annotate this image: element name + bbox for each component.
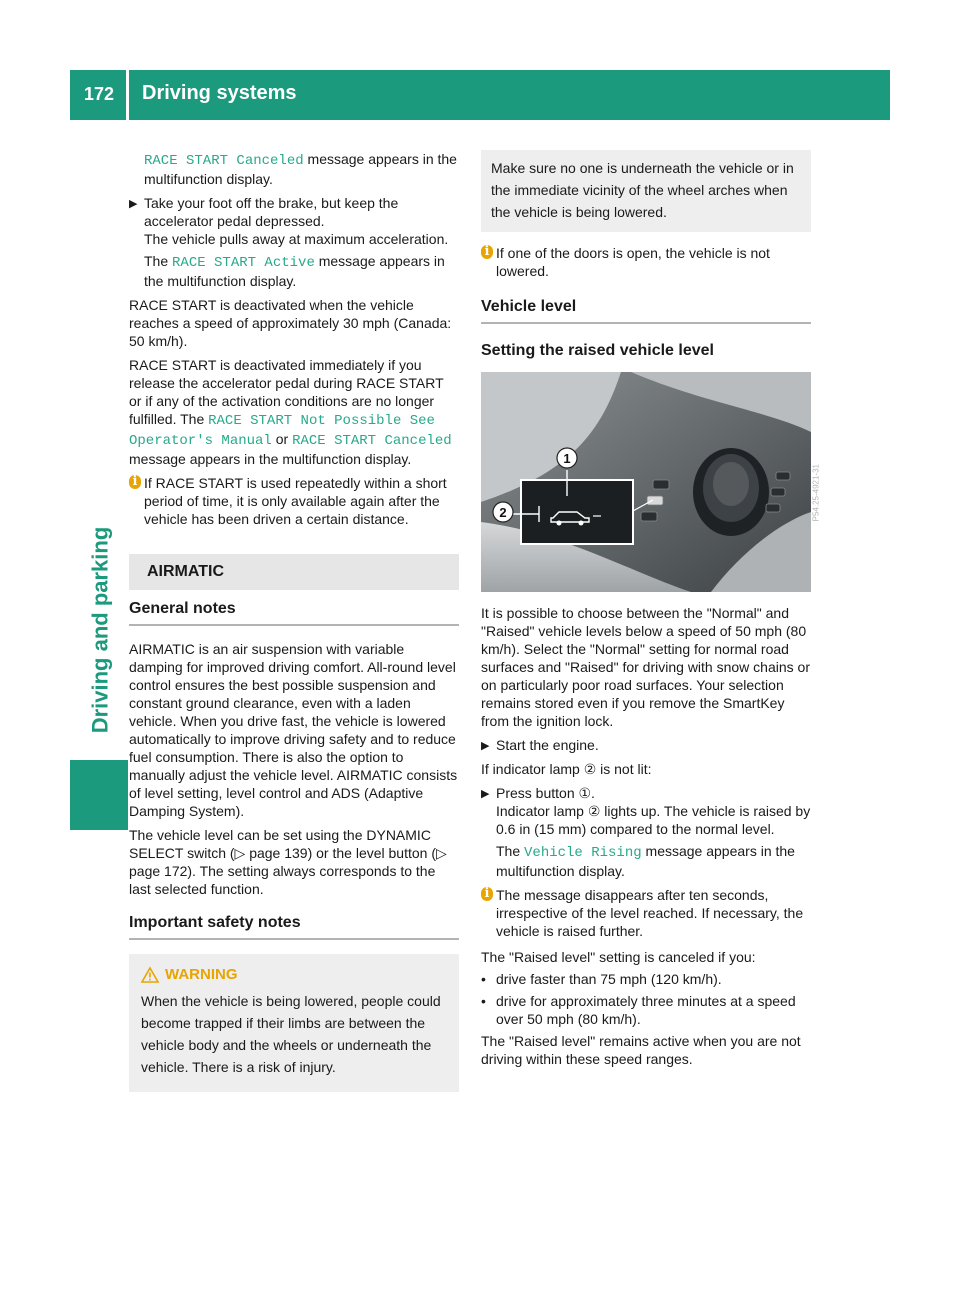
mono-race-start-canceled-2: RACE START Canceled: [292, 433, 452, 449]
level-choice-para: It is possible to choose between the "Normal" and "Raised" vehicle levels below a speed of 50 mph (80 km/h). Select the "Normal" setting for normal road surfaces and "Raised" for driving with snow chains or on particularly poor road surfaces. Your selection remains stored even if you remove the SmartKey from the ignition lock.: [481, 605, 810, 729]
warning-box: [129, 954, 459, 1092]
canceled-intro: The "Raised level" setting is canceled if you:: [481, 949, 756, 965]
step-press-button: [481, 784, 811, 880]
step-subtext-post: message appears in the multifunction display.: [144, 253, 445, 289]
step-text: Start the engine.: [496, 737, 599, 753]
info-message-disappears: [481, 886, 811, 940]
bullet-icon: •: [481, 993, 486, 1009]
warning-text: When the vehicle is being lowered, people could become trapped if their limbs are between the vehicle body and the wheels or underneath the vehicle. There is a risk of injury.: [141, 993, 441, 1075]
center-console-illustration: [481, 372, 811, 592]
info-race-start-repeat: [129, 474, 459, 528]
para-text: message appears in the multifunction display.: [144, 151, 457, 187]
bullet-icon: •: [481, 971, 486, 987]
warning-triangle-icon: [141, 967, 159, 983]
step-text: Take your foot off the brake, but keep the accelerator pedal depressed.: [144, 195, 399, 229]
step-subtext-post: message appears in the multifunction display.: [496, 843, 795, 879]
if-lamp-not-lit: If indicator lamp ② is not lit:: [481, 761, 652, 777]
left-column: [129, 150, 459, 1092]
mono-not-possible: RACE START Not Possible See Operator's Manual: [129, 413, 435, 449]
list-item-text: drive for approximately three minutes at a speed over 50 mph (80 km/h).: [496, 993, 796, 1027]
info-text: If RACE START is used repeatedly within a short period of time, it is only available again after the vehicle has been driven a certain distance.: [144, 475, 447, 527]
deactivation-speed-para: RACE START is deactivated when the vehicle reaches a speed of approximately 30 mph (Canada: 50 km/h).: [129, 297, 452, 349]
side-tab-marker: [70, 760, 128, 830]
step-subtext-message: [496, 842, 811, 880]
step-take-foot-off: [129, 194, 459, 290]
side-tab-text: Driving and parking: [87, 526, 112, 734]
warning-label: WARNING: [165, 966, 238, 983]
figure-callout-2: 2: [499, 505, 507, 520]
step-subtext-pre: The: [144, 253, 173, 269]
step-subtext: Indicator lamp ② lights up. The vehicle is raised by 0.6 in (15 mm) compared to the normal level.: [496, 803, 811, 837]
figure-callout-1: 1: [563, 451, 571, 466]
info-icon: i: [129, 475, 141, 489]
para-pre: RACE START is deactivated immediately if you release the accelerator pedal during RACE START or if any of the activation conditions are no longer fulfilled. The: [129, 357, 444, 427]
info-text: If one of the doors is open, the vehicle is not lowered.: [496, 245, 770, 279]
figure-code: P54.25-4921-31: [811, 464, 820, 522]
general-notes-heading: General notes: [129, 600, 459, 626]
step-arrow-icon: ▶: [481, 788, 490, 800]
mono-vehicle-rising: Vehicle Rising: [524, 845, 642, 861]
level-button-figure: [481, 372, 820, 592]
info-text: The message disappears after ten seconds, irrespective of the level reached. If necessary, the vehicle is raised further.: [496, 887, 804, 939]
warning-header: [141, 964, 447, 986]
step-text: Press button ①.: [496, 785, 595, 801]
para-mid: or: [271, 431, 293, 447]
para-post: message appears in the multifunction display.: [129, 451, 412, 467]
step-arrow-icon: ▶: [129, 198, 138, 210]
section-title: Driving systems: [142, 82, 297, 104]
header-divider: [126, 70, 129, 120]
info-doors-open: [481, 244, 811, 280]
step-subtext-message: [144, 252, 459, 290]
general-notes-para-1: AIRMATIC is an air suspension with variable damping for improved driving comfort. All-round level control ensures the best possible suspension and constant ground clearance, even with a laden vehicle. When you drive fast, the vehicle is lowered automatically to improve driving safety and to reduce fuel consumption. There is also the option to manually adjust the vehicle level. AIRMATIC consists of level setting, level control and ADS (Adaptive Damping System).: [129, 641, 458, 819]
list-item: [481, 970, 811, 988]
page-number: 172: [83, 84, 115, 104]
airmatic-heading: AIRMATIC: [129, 554, 459, 590]
side-tab-label: [85, 500, 115, 760]
general-notes-para-2: The vehicle level can be set using the DYNAMIC SELECT switch (▷ page 139) or the level button (▷ page 172). The setting always corresponds to the last selected function.: [129, 827, 447, 897]
list-item-text: drive faster than 75 mph (120 km/h).: [496, 971, 722, 987]
step-arrow-icon: ▶: [481, 740, 490, 752]
step-subtext: The vehicle pulls away at maximum acceleration.: [144, 231, 449, 247]
mono-race-start-canceled: RACE START Canceled: [144, 153, 304, 169]
mono-race-start-active: RACE START Active: [172, 255, 315, 271]
safety-notes-heading: Important safety notes: [129, 914, 459, 940]
info-icon: i: [481, 245, 493, 259]
right-column: [481, 150, 820, 1074]
step-subtext-pre: The: [496, 843, 525, 859]
info-icon: i: [481, 887, 493, 901]
list-item: [481, 992, 811, 1028]
raised-level-heading: Setting the raised vehicle level: [481, 342, 714, 359]
race-start-canceled-para: [129, 150, 459, 188]
deactivation-release-para: [129, 356, 459, 468]
step-start-engine: [481, 736, 811, 754]
vehicle-level-heading: Vehicle level: [481, 298, 811, 324]
lowering-note-box: Make sure no one is underneath the vehicle or in the immediate vicinity of the wheel arches when the vehicle is being lowered.: [481, 150, 811, 232]
raised-remains-para: The "Raised level" remains active when you are not driving within these speed ranges.: [481, 1033, 801, 1067]
